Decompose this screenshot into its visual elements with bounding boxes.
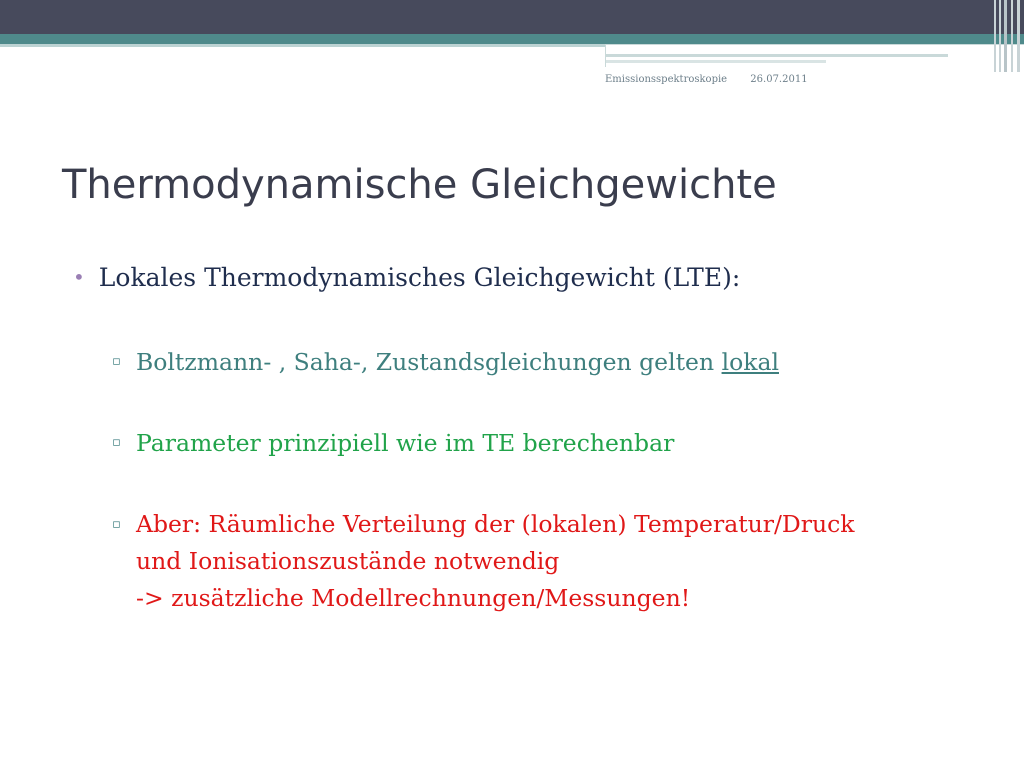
header-topic: Emissionsspektroskopie — [605, 74, 728, 85]
main-bullet — [73, 263, 740, 292]
sub-bullet-3-line-2: und Ionisationszustände notwendig — [136, 547, 560, 575]
bullet-dot-icon: • — [73, 265, 85, 289]
sub-bullet-1-text — [136, 343, 779, 381]
sub-bullet-3-line-1: Aber: Räumliche Verteilung der (lokalen) Temperatur/Druck — [136, 510, 855, 538]
square-bullet-icon: ▫ — [112, 354, 121, 369]
sub-bullet-2-text: Parameter prinzipiell wie im TE berechenbar — [136, 429, 675, 457]
vertical-bar — [999, 0, 1001, 72]
square-bullet-icon: ▫ — [112, 517, 121, 532]
tab-accent-line — [606, 54, 948, 57]
header-date: 26.07.2011 — [750, 74, 808, 85]
slide-header — [605, 74, 808, 85]
sub-bullet-3-line-3: -> zusätzliche Modellrechnungen/Messungen! — [136, 584, 691, 612]
main-bullet-text: Lokales Thermodynamisches Gleichgewicht (LTE): — [98, 263, 741, 292]
teal-accent-line — [0, 34, 1024, 44]
vertical-bar — [994, 0, 996, 72]
vertical-bars-decoration — [994, 0, 1024, 72]
sub-bullet-1-label: Boltzmann- , Saha-, Zustandsgleichungen gelten — [136, 348, 722, 376]
square-bullet-icon: ▫ — [112, 435, 121, 450]
slide-title: Thermodynamische Gleichgewichte — [62, 162, 777, 208]
sub-bullet-3-text — [136, 506, 855, 617]
vertical-bar — [1004, 0, 1007, 72]
top-decoration-band — [0, 0, 1024, 34]
lokal-link[interactable]: lokal — [721, 348, 779, 376]
vertical-bar — [1011, 0, 1013, 72]
tab-accent-line-short — [606, 60, 826, 63]
vertical-bar — [1017, 0, 1020, 72]
